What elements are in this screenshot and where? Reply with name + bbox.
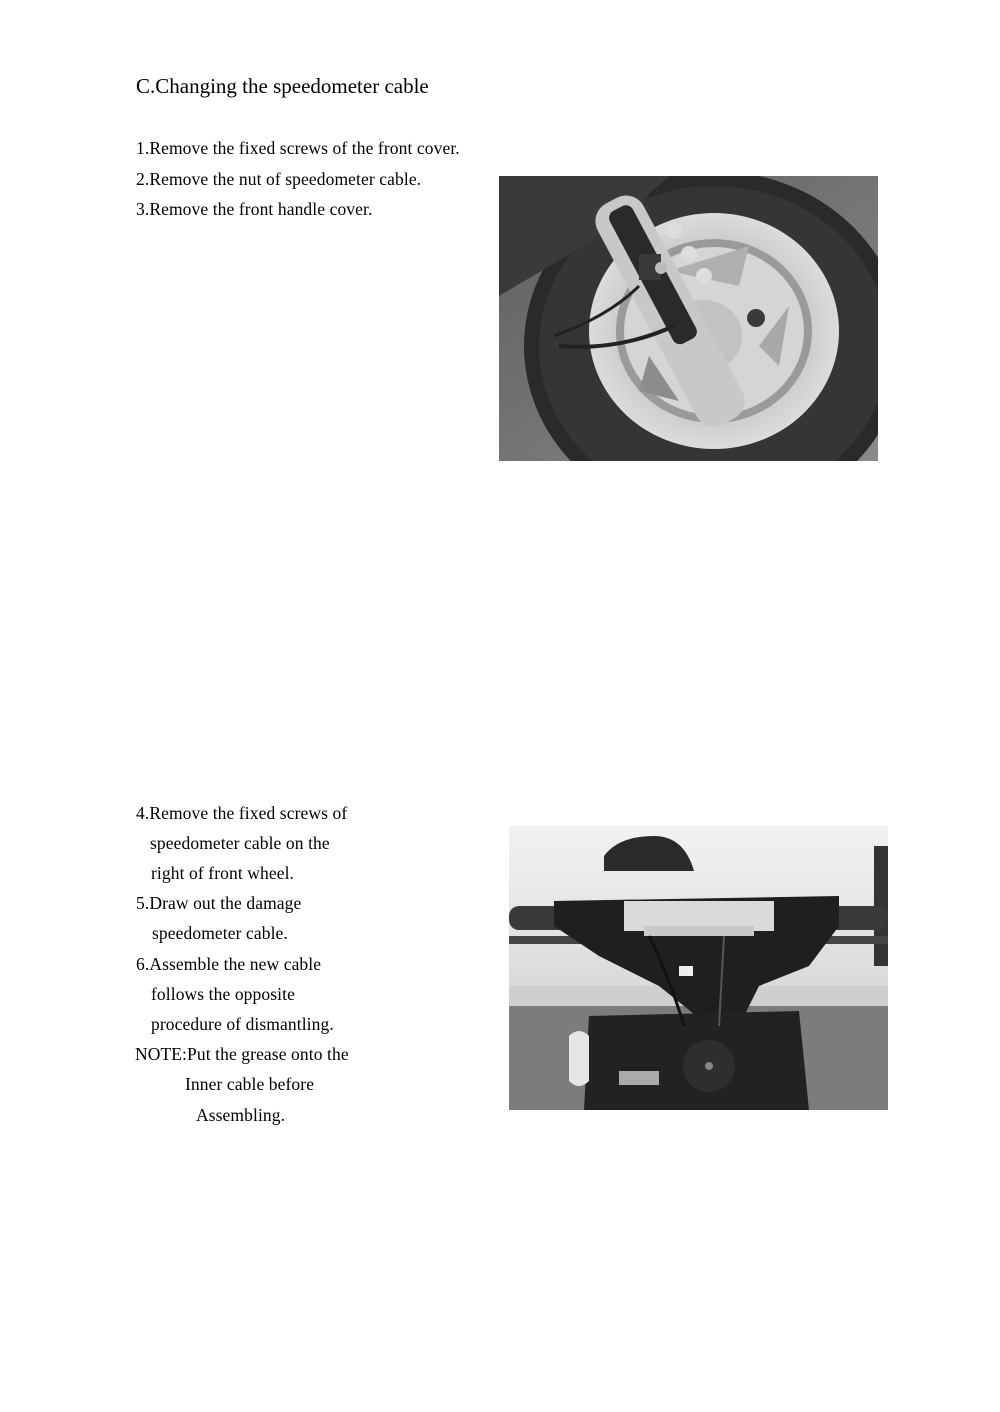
note-line-3: Assembling. bbox=[196, 1105, 286, 1125]
handlebar-photo bbox=[509, 826, 888, 1110]
front-wheel-image bbox=[499, 176, 878, 461]
front-wheel-photo bbox=[499, 176, 878, 461]
note-line-1: NOTE:Put the grease onto the bbox=[135, 1044, 349, 1064]
step-1: 1.Remove the fixed screws of the front cover. bbox=[136, 138, 460, 158]
step-4-line-2: speedometer cable on the bbox=[150, 833, 330, 853]
step-3: 3.Remove the front handle cover. bbox=[136, 199, 373, 219]
handlebar-image bbox=[509, 826, 888, 1110]
step-4-line-1: 4.Remove the fixed screws of bbox=[136, 803, 348, 823]
step-6-line-1: 6.Assemble the new cable bbox=[136, 954, 322, 974]
step-2: 2.Remove the nut of speedometer cable. bbox=[136, 169, 422, 189]
note-line-2: Inner cable before bbox=[185, 1074, 315, 1094]
section-title: C.Changing the speedometer cable bbox=[136, 74, 429, 98]
step-6-line-2: follows the opposite bbox=[151, 984, 295, 1004]
step-4-line-3: right of front wheel. bbox=[151, 863, 295, 883]
step-5-line-2: speedometer cable. bbox=[152, 923, 288, 943]
step-6-line-3: procedure of dismantling. bbox=[151, 1014, 334, 1034]
step-5-line-1: 5.Draw out the damage bbox=[136, 893, 302, 913]
